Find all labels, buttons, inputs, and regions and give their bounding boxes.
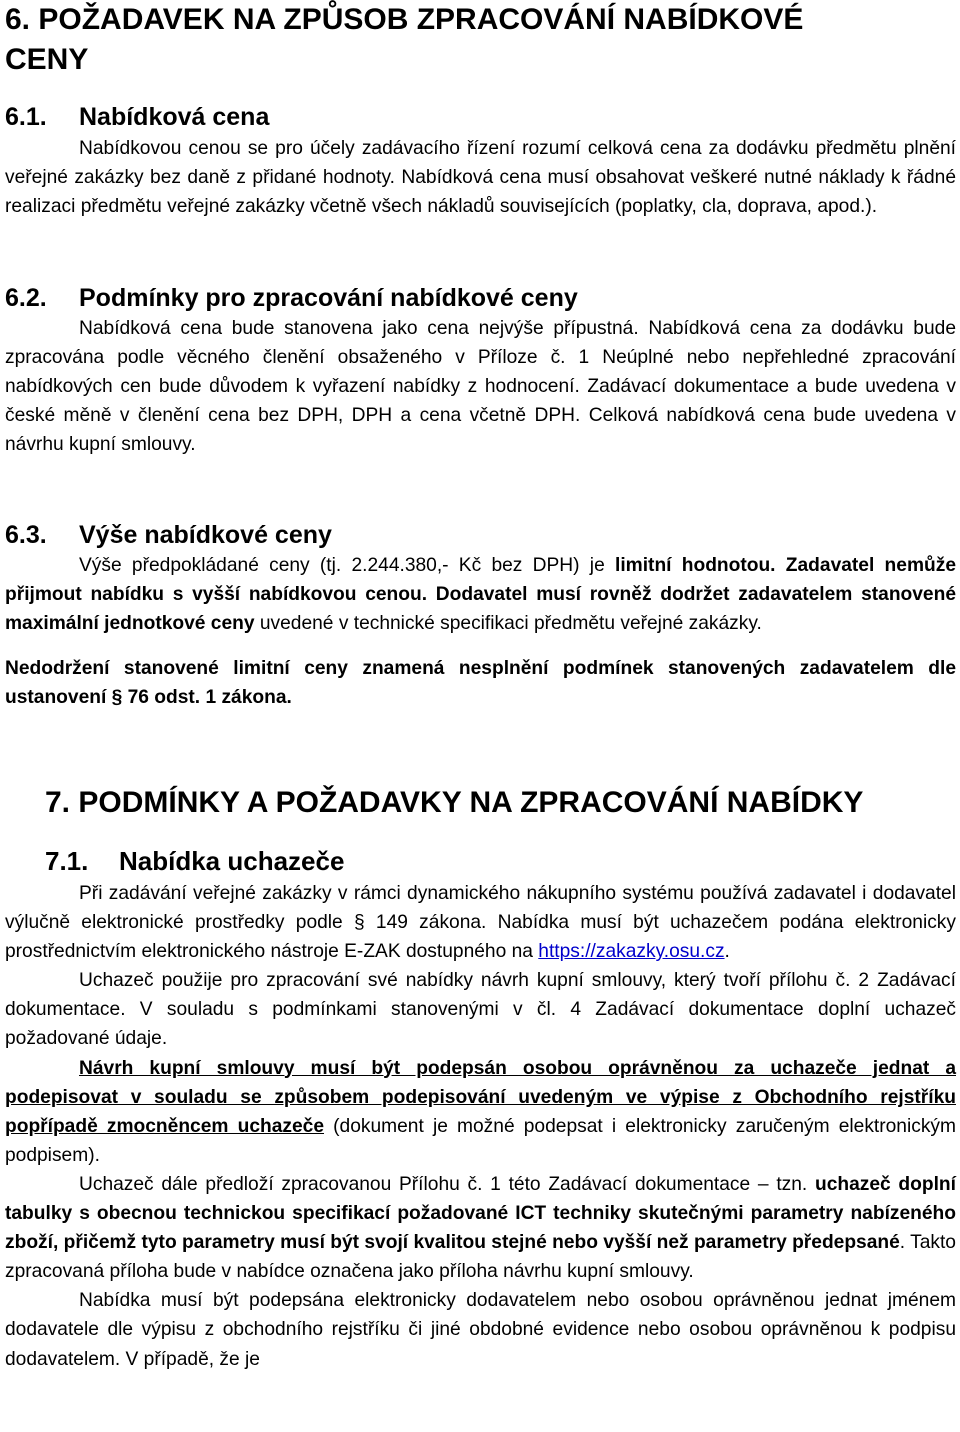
limit-value-text: limitní hodnotou. <box>615 555 776 576</box>
attachment-label-text: . Takto zpracovaná příloha bude v nabídce označena jako příloha návrhu kupní smlouvy. <box>5 1232 956 1283</box>
section-6-2-text: Nabídková cena bude stanovena jako cena nejvýše přípustná. Nabídková cena za dodávku bude zpracována podle věcného členění obsaženého v Příloze č. 1 Neúplné nebo nepřehledné zpracování nabídkových cen bude důvodem k vyřazení nabídky z hodnocení. Zadávací dokumentace a bude uvedena v české měně v členění cena bez DPH, DPH a cena včetně DPH. Celková nabídková cena bude uvedena v návrhu kupní smlouvy. <box>5 318 956 456</box>
section-7-1-paragraph-1 <box>5 879 956 966</box>
section-6-3-number: 6.3. <box>5 521 47 549</box>
section-7-1-paragraph-5: Nabídka musí být podepsána elektronicky dodavatelem nebo osobou oprávněnou jednat jménem dodavatele dle výpisu z obchodního rejstříku či jiné obdobné evidence nebo osobou oprávněnou k podpisu dodavatelem. V případě, že je <box>5 1290 956 1370</box>
section-6-heading <box>5 2 956 78</box>
section-6-title-line2: CENY <box>5 43 89 76</box>
section-6-1-heading <box>5 102 956 132</box>
ezak-link[interactable]: https://zakazky.osu.cz <box>538 941 725 963</box>
price-text: Výše předpokládané ceny (tj. 2.244.380,- Kč bez DPH) je <box>79 555 615 576</box>
section-7-1-title: Nabídka uchazeče <box>119 846 345 876</box>
law-reference: § 76 odst. 1 zákona. <box>111 687 292 709</box>
attachment-text: Uchazeč dále předloží zpracovanou Přílohu č. 1 této Zadávací dokumentace – tzn. <box>79 1173 815 1195</box>
section-6-3-paragraph-1 <box>5 551 956 638</box>
section-7-1-paragraph-2: Uchazeč použije pro zpracování své nabídky návrh kupní smlouvy, který tvoří přílohu č. 2 Zadávací dokumentace. V souladu s podmínkami stanovenými v čl. 4 Zadávací dokumentace doplní uchazeč požadované údaje. <box>5 970 956 1050</box>
section-6-3 <box>5 520 956 712</box>
section-7-1-heading <box>5 846 956 876</box>
section-6-2-heading <box>5 283 956 313</box>
limit-breach-text: Nedodržení stanovené limitní ceny znamená nesplnění podmínek stanovených zadavatelem dle ustanovení <box>5 658 956 709</box>
section-6-3-title: Výše nabídkové ceny <box>79 521 332 549</box>
section-7-title: 7. PODMÍNKY A POŽADAVKY NA ZPRACOVÁNÍ NABÍDKY <box>45 786 864 819</box>
section-7-1-number: 7.1. <box>45 846 89 876</box>
section-6-2-title: Podmínky pro zpracování nabídkové ceny <box>79 284 578 312</box>
tech-spec-text: uvedené v technické specifikaci předmětu veřejné zakázky. <box>254 613 762 635</box>
section-7-1-paragraph-3 <box>5 1054 956 1170</box>
section-6-3-heading <box>5 520 956 550</box>
section-6-1-title: Nabídková cena <box>79 103 270 131</box>
electronic-means-text: Při zadávání veřejné zakázky v rámci dynamického nákupního systému používá zadavatel i dodavatel výlučně elektronické prostředky podle § 149 zákona. Nabídka musí být uchazečem podána elektronicky prostřednictvím elektronického nástroje E-ZAK dostupného na <box>5 883 956 963</box>
section-6-1-number: 6.1. <box>5 103 47 131</box>
signature-requirement-text: Návrh kupní smlouvy musí být podepsán osobou oprávněnou za uchazeče jednat a podepisovat v souladu se způsobem podepisování uvedeným ve výpise z Obchodního rejstříku popřípadě zmocněncem uchazeče <box>5 1057 956 1137</box>
section-7-1-paragraph-4 <box>5 1170 956 1286</box>
section-7-1 <box>5 846 956 1374</box>
unit-prices-text: Dodavatel musí rovněž dodržet zadavatelem stanovené maximální jednotkové ceny <box>5 584 956 635</box>
link-period: . <box>724 941 730 963</box>
section-6-2 <box>5 283 956 459</box>
section-6-1 <box>5 102 956 221</box>
ict-spec-text: uchazeč doplní tabulky s obecnou technickou specifikací požadované ICT techniky skutečnými parametry nabízeného zboží, přičemž tyto parametry musí být svojí kvalitou stejné nebo vyšší než parametry předepsané <box>5 1173 956 1254</box>
electronic-signature-text: (dokument je možné podepsat i elektronicky zaručeným elektronickým podpisem). <box>5 1115 956 1166</box>
section-6-2-number: 6.2. <box>5 284 47 312</box>
no-higher-offer-text: Zadavatel nemůže přijmout nabídku s vyšší nabídkovou cenou. <box>5 555 956 606</box>
section-6-3-paragraph-2 <box>5 654 956 712</box>
section-6-title-line1: 6. POŽADAVEK NA ZPŮSOB ZPRACOVÁNÍ NABÍDKOVÉ <box>5 3 804 36</box>
section-6-1-text: Nabídkovou cenou se pro účely zadávacího řízení rozumí celková cena za dodávku předmětu plnění veřejné zakázky bez daně z přidané hodnoty. Nabídková cena musí obsahovat veškeré nutné náklady k řádné realizaci předmětu veřejné zakázky včetně všech nákladů souvisejících (poplatky, cla, doprava, apod.). <box>5 138 956 218</box>
